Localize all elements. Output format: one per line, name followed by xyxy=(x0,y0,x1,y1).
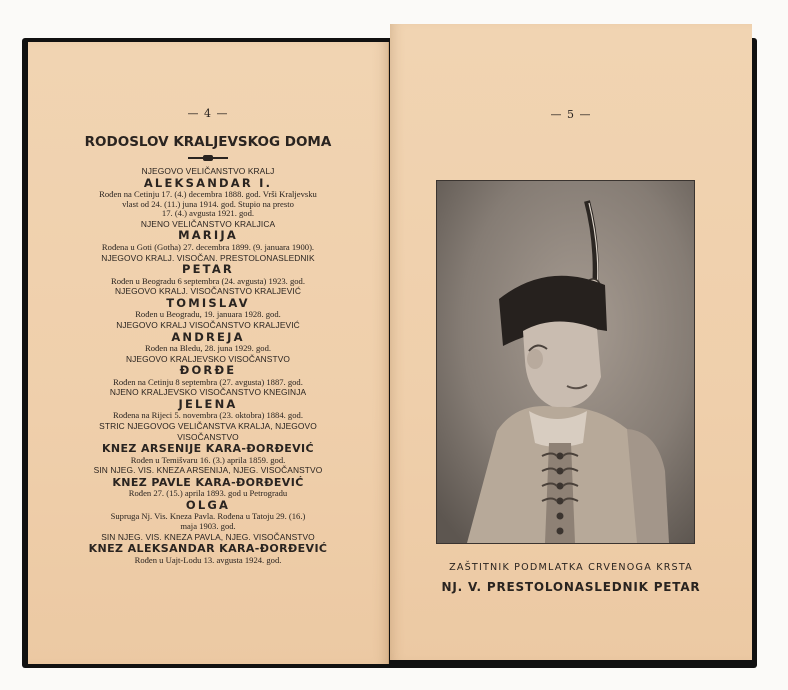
right-page-number: — 5 — xyxy=(550,108,592,121)
entry-detail: Rođena u Goti (Gotha) 27. decembra 1899. (9. januara 1900). xyxy=(101,241,315,252)
entry-name: JELENA xyxy=(178,396,238,411)
entry-name: KNEZ ALEKSANDAR KARA-ĐORĐEVIĆ xyxy=(88,542,328,556)
entry-detail: Rođen u Temišvaru 16. (3.) aprila 1859. god. xyxy=(130,454,286,465)
entry-heading: SIN NJEG. VIS. KNEZA PAVLA, NJEG. VISOČANSTVO xyxy=(101,531,315,542)
genealogy-entry xyxy=(38,532,378,566)
genealogy-entry xyxy=(38,442,378,465)
entry-heading: NJEGOVO KRALJ. VISOČANSTVO KRALJEVIĆ xyxy=(114,286,302,297)
entry-name: ALEKSANDAR I. xyxy=(143,175,273,190)
genealogy-entry xyxy=(38,219,378,253)
entry-heading: NJEGOVO KRALJEVSKO VISOČANSTVO xyxy=(125,353,291,364)
left-page xyxy=(28,42,389,664)
left-page-number: — 4 — xyxy=(187,107,229,120)
entry-detail: VISOČANSTVO xyxy=(177,431,239,442)
portrait-photo xyxy=(436,180,695,544)
genealogy-entry xyxy=(38,354,378,388)
entry-name: TOMISLAV xyxy=(166,295,250,310)
portrait-illustration xyxy=(437,181,694,543)
page-title: RODOSLOV KRALJEVSKOG DOMA xyxy=(84,134,332,150)
entry-detail: Rođen na Bledu, 28. juna 1929. god. xyxy=(144,343,272,354)
entry-heading: NJEGOVO KRALJ. VISOČAN. PRESTOLONASLEDNIK xyxy=(101,252,315,263)
entry-detail: Rođena na Rijeci 5. novembra (23. oktobra) 1884. god. xyxy=(113,410,303,421)
genealogy-entry xyxy=(38,286,378,320)
entry-name: KNEZ ARSENIJE KARA-ĐORĐEVIĆ xyxy=(101,442,315,456)
entry-detail: Rođen 27. (15.) aprila 1893. god u Petrogradu xyxy=(128,488,288,499)
entry-detail: Rođen na Cetinju 17. (4.) decembra 1888. god. Vrši Kraljevsku xyxy=(99,189,317,200)
entry-detail: maja 1903. god. xyxy=(180,521,236,532)
entry-heading: NJEGOVO KRALJ VISOČANSTVO KRALJEVIĆ xyxy=(116,319,300,330)
right-page xyxy=(390,24,752,660)
entry-name: KNEZ PAVLE KARA-ĐORĐEVIĆ xyxy=(112,475,304,489)
genealogy-entry xyxy=(38,465,378,499)
entry-detail: Supruga Nj. Vis. Kneza Pavla. Rođena u Tatoju 29. (16.) xyxy=(110,511,306,522)
genealogy-entry xyxy=(38,499,378,532)
entry-heading: NJENO VELIČANSTVO KRALJICA xyxy=(140,218,276,229)
photo-caption-line-2: NJ. V. PRESTOLONASLEDNIK PETAR xyxy=(441,580,701,594)
entry-detail: Rođen u Uajt-Lodu 13. avgusta 1924. god. xyxy=(134,554,282,565)
entry-detail: vlast od 24. (11.) juna 1914. god. Stupio na presto xyxy=(122,198,294,209)
genealogy-list xyxy=(38,166,378,565)
entry-heading: NJENO KRALJEVSKO VISOČANSTVO KNEGINJA xyxy=(109,387,307,398)
entry-detail: 17. (4.) avgusta 1921. god. xyxy=(161,208,255,219)
booklet xyxy=(22,38,757,668)
entry-name: ĐORĐE xyxy=(179,363,237,378)
entry-detail: Rođen na Cetinju 8 septembra (27. avgusta) 1887. god. xyxy=(113,376,303,387)
entry-detail: STRIC NJEGOVOG VELIČANSTVA KRALJA, NJEGOVO xyxy=(99,421,317,431)
entry-detail: Rođen u Beogradu 6 septembra (24. avgusta) 1923. god. xyxy=(110,275,306,286)
entry-name: MARIJA xyxy=(178,228,238,243)
entry-name: ANDREJA xyxy=(171,329,245,344)
entry-heading: NJEGOVO VELIČANSTVO KRALJ xyxy=(141,166,275,176)
entry-detail: Rođen u Beogradu, 19. januara 1928. god. xyxy=(135,309,281,320)
photo-caption-line-1: ZAŠTITNIK PODMLATKA CRVENOGA KRSTA xyxy=(449,562,693,573)
genealogy-entry xyxy=(38,387,378,442)
genealogy-entry xyxy=(38,253,378,287)
entry-name: PETAR xyxy=(182,262,234,277)
genealogy-entry xyxy=(38,320,378,354)
genealogy-entry xyxy=(38,166,378,219)
ornament-divider xyxy=(188,157,228,159)
entry-name: OLGA xyxy=(185,497,231,512)
entry-heading: SIN NJEG. VIS. KNEZA ARSENIJA, NJEG. VISOČANSTVO xyxy=(93,465,323,476)
